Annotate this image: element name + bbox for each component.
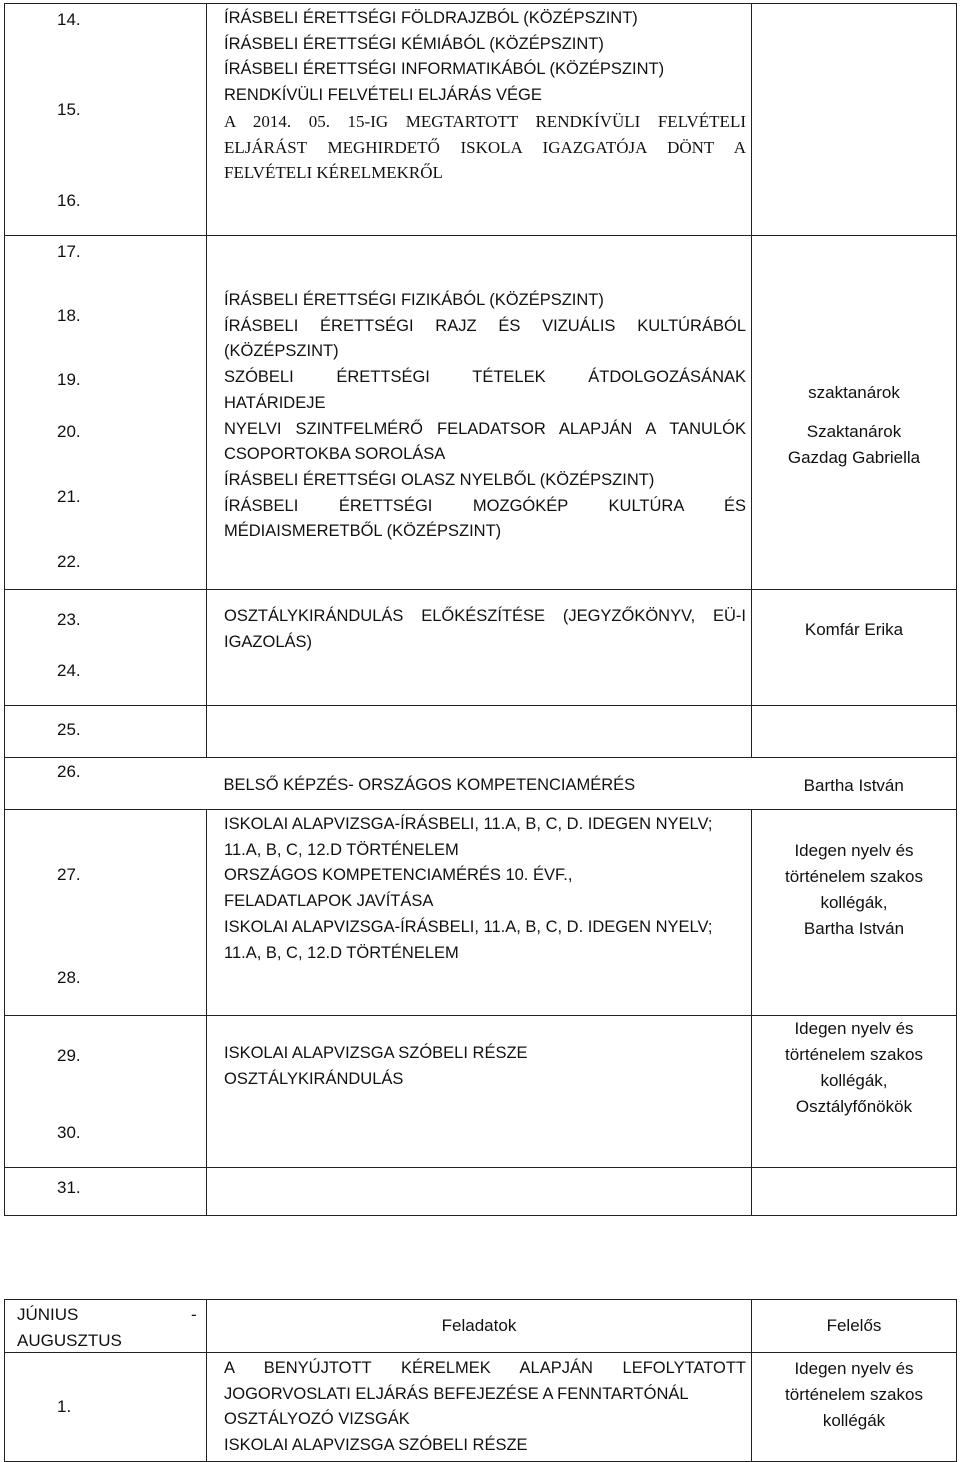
- responsible-name: Idegen nyelv és: [794, 1359, 914, 1378]
- task-cell: [207, 706, 752, 758]
- day-number: 29.: [57, 1046, 81, 1065]
- day-number: 14.: [57, 10, 81, 29]
- responsible-cell: [752, 4, 957, 236]
- responsible-name: kollégák,: [820, 1071, 888, 1090]
- day-number: 27.: [57, 865, 81, 884]
- day-number: 19.: [57, 370, 81, 389]
- task-cell: [207, 590, 752, 706]
- responsible-cell: [752, 758, 957, 810]
- responsible-name: Szaktanárok: [806, 422, 902, 441]
- task-line: MÉDIAISMERETBŐL (KÖZÉPSZINT): [224, 522, 502, 541]
- task-line: HATÁRIDEJE: [224, 393, 326, 412]
- day-cell: [5, 236, 207, 590]
- task-cell: [207, 1353, 752, 1462]
- task-line: (KÖZÉPSZINT): [224, 342, 339, 361]
- day-number: 25.: [57, 720, 81, 739]
- table-row: [5, 1016, 957, 1168]
- task-line: ELJÁRÁST MEGHIRDETŐ ISKOLA IGAZGATÓJA DÖNT A: [224, 137, 746, 157]
- responsible-name: történelem szakos: [785, 1045, 923, 1064]
- day-cell: [5, 1353, 207, 1462]
- task-line: SZÓBELI ÉRETTSÉGI TÉTELEK ÁTDOLGOZÁSÁNAK: [224, 368, 746, 387]
- task-line: A 2014. 05. 15-IG MEGTARTOTT RENDKÍVÜLI FELVÉTELI: [224, 111, 746, 131]
- task-cell: [207, 236, 752, 590]
- day-number: 17.: [57, 242, 81, 261]
- task-line: ÍRÁSBELI ÉRETTSÉGI FIZIKÁBÓL (KÖZÉPSZINT): [224, 291, 604, 309]
- month-header-line: AUGUSZTUS: [17, 1331, 122, 1350]
- task-line: 11.A, B, C, 12.D TÖRTÉNELEM: [224, 943, 459, 962]
- responsible-name: Idegen nyelv és: [794, 841, 914, 860]
- task-cell: [207, 1016, 752, 1168]
- task-line: ISKOLAI ALAPVIZSGA-ÍRÁSBELI, 11.A, B, C, D. IDEGEN NYELV;: [224, 917, 713, 936]
- tasks-column-header: Feladatok: [207, 1300, 752, 1353]
- responsible-name: kollégák,: [820, 893, 888, 912]
- day-cell: [5, 706, 207, 758]
- task-line: ISKOLAI ALAPVIZSGA SZÓBELI RÉSZE: [224, 1044, 528, 1062]
- task-line: ÍRÁSBELI ÉRETTSÉGI KÉMIÁBÓL (KÖZÉPSZINT): [224, 34, 604, 53]
- responsible-name: szaktanárok: [808, 383, 900, 402]
- task-line: A BENYÚJTOTT KÉRELMEK ALAPJÁN LEFOLYTATOTT: [224, 1359, 746, 1377]
- task-line: ÍRÁSBELI ÉRETTSÉGI INFORMATIKÁBÓL (KÖZÉPSZINT): [224, 60, 665, 79]
- table-row: [5, 590, 957, 706]
- task-line: FELADATLAPOK JAVÍTÁSA: [224, 892, 434, 911]
- table-row: [5, 1353, 957, 1462]
- task-line: OSZTÁLYKIRÁNDULÁS: [224, 1069, 404, 1088]
- task-line: ISKOLAI ALAPVIZSGA SZÓBELI RÉSZE: [224, 1436, 528, 1455]
- task-cell: [207, 810, 752, 1016]
- responsible-cell: [752, 236, 957, 590]
- table-row: [5, 706, 957, 758]
- responsible-name: Gazdag Gabriella: [787, 448, 921, 467]
- task-line: ORSZÁGOS KOMPETENCIAMÉRÉS 10. ÉVF.,: [224, 866, 573, 885]
- responsible-cell: [752, 810, 957, 1016]
- summer-schedule-table: [4, 1299, 957, 1462]
- task-line: BELSŐ KÉPZÉS- ORSZÁGOS KOMPETENCIAMÉRÉS: [223, 776, 636, 794]
- responsible-cell: [752, 590, 957, 706]
- table-row: [5, 236, 957, 590]
- day-number: 28.: [57, 968, 81, 987]
- task-line: OSZTÁLYOZÓ VIZSGÁK: [224, 1410, 410, 1429]
- responsible-cell: [752, 1353, 957, 1462]
- responsible-column-header: Felelős: [752, 1300, 957, 1353]
- task-cell: [207, 758, 752, 810]
- table-header-row: [5, 1300, 957, 1353]
- task-line: NYELVI SZINTFELMÉRŐ FELADATSOR ALAPJÁN A TANULÓK: [224, 419, 746, 438]
- responsible-cell: [752, 1168, 957, 1216]
- task-line: 11.A, B, C, 12.D TÖRTÉNELEM: [224, 840, 459, 859]
- task-line: JOGORVOSLATI ELJÁRÁS BEFEJEZÉSE A FENNTARTÓNÁL: [224, 1384, 689, 1403]
- day-cell: [5, 590, 207, 706]
- day-number: 23.: [57, 610, 81, 629]
- task-line: ÍRÁSBELI ÉRETTSÉGI MOZGÓKÉP KULTÚRA ÉS: [224, 496, 746, 515]
- task-line: ÍRÁSBELI ÉRETTSÉGI FÖLDRAJZBÓL (KÖZÉPSZINT): [224, 9, 638, 27]
- responsible-cell: [752, 706, 957, 758]
- day-number: 16.: [57, 191, 81, 210]
- day-number: 22.: [57, 552, 81, 571]
- may-schedule-table: [4, 3, 957, 1216]
- responsible-name: Bartha István: [803, 919, 905, 938]
- responsible-name: Bartha István: [803, 776, 904, 795]
- task-line: CSOPORTOKBA SOROLÁSA: [224, 445, 446, 464]
- day-number: 21.: [57, 487, 81, 506]
- responsible-name: Komfár Erika: [804, 620, 904, 639]
- responsible-name: történelem szakos: [785, 1385, 923, 1404]
- day-number: 1.: [57, 1397, 72, 1416]
- day-cell: [5, 810, 207, 1016]
- month-header-dash: -: [191, 1305, 197, 1324]
- task-line: FELVÉTELI KÉRELMEKRŐL: [224, 163, 443, 183]
- task-line: OSZTÁLYKIRÁNDULÁS ELŐKÉSZÍTÉSE (JEGYZŐKÖNYV, EÜ-I: [224, 607, 746, 625]
- task-line: RENDKÍVÜLI FELVÉTELI ELJÁRÁS VÉGE: [224, 86, 542, 105]
- task-cell: [207, 4, 752, 236]
- table-row: [5, 758, 957, 810]
- day-cell: [5, 1168, 207, 1216]
- day-number: 20.: [57, 422, 81, 441]
- day-number: 24.: [57, 661, 81, 680]
- table-row: [5, 1168, 957, 1216]
- task-cell: [207, 1168, 752, 1216]
- responsible-name: Osztályfőnökök: [795, 1097, 913, 1116]
- day-number: 26.: [57, 762, 81, 781]
- task-line: ISKOLAI ALAPVIZSGA-ÍRÁSBELI, 11.A, B, C, D. IDEGEN NYELV;: [224, 815, 713, 833]
- day-number: 31.: [57, 1178, 81, 1197]
- table-row: [5, 810, 957, 1016]
- task-line: ÍRÁSBELI ÉRETTSÉGI RAJZ ÉS VIZUÁLIS KULTÚRÁBÓL: [224, 316, 746, 335]
- day-number: 30.: [57, 1123, 81, 1142]
- table-row: [5, 4, 957, 236]
- month-header: [5, 1300, 207, 1353]
- day-number: 15.: [57, 100, 81, 119]
- day-cell: [5, 758, 207, 810]
- responsible-name: történelem szakos: [785, 867, 923, 886]
- day-cell: [5, 1016, 207, 1168]
- day-cell: [5, 4, 207, 236]
- day-number: 18.: [57, 306, 81, 325]
- responsible-name: kollégák: [822, 1411, 886, 1430]
- responsible-cell: [752, 1016, 957, 1168]
- task-line: ÍRÁSBELI ÉRETTSÉGI OLASZ NYELBŐL (KÖZÉPSZINT): [224, 470, 655, 489]
- month-header-line: JÚNIUS: [17, 1305, 79, 1324]
- task-line: IGAZOLÁS): [224, 632, 313, 651]
- responsible-name: Idegen nyelv és: [794, 1019, 914, 1038]
